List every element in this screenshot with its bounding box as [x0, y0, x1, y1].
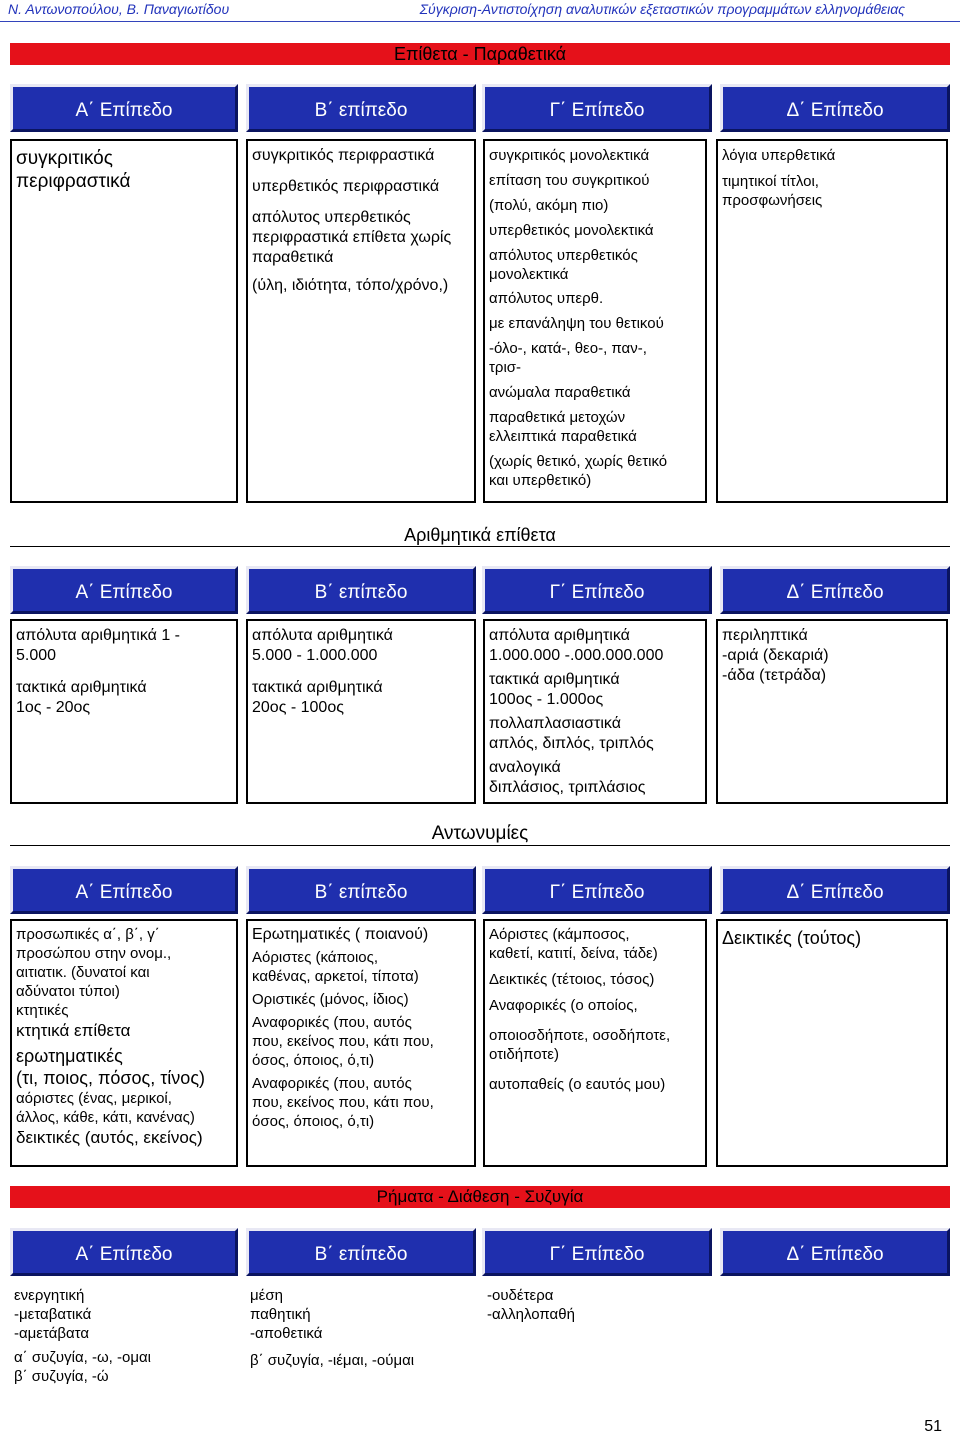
- cell-line: απόλυτα αριθμητικά 1 -: [16, 627, 181, 644]
- cell-line: τρισ-: [489, 359, 522, 376]
- cell-line: Αόριστες (κάποιος,: [252, 949, 379, 966]
- cell-line: Δεικτικές (τούτος): [722, 928, 862, 948]
- cell-line: ενεργητική: [14, 1287, 85, 1304]
- cell-line: περιφραστικά: [16, 171, 131, 192]
- cell-line: υπερθετικός περιφραστικά: [252, 178, 440, 195]
- cell-line: που, εκείνος που, κάτι που,: [252, 1094, 434, 1111]
- cell-line: Αόριστες (κάμποσος,: [489, 926, 630, 943]
- section-title-numerals: Αριθμητικά επίθετα: [404, 525, 556, 545]
- cell-line: (ύλη, ιδιότητα, τόπο/χρόνο,): [252, 277, 449, 294]
- cell-verbs-c: [483, 1281, 707, 1397]
- cell-line: απόλυτος υπερθετικός: [489, 247, 638, 264]
- cell-line: ελλειπτικά παραθετικά: [489, 428, 637, 445]
- cell-adjectives-d: [716, 139, 948, 503]
- cell-line: τακτικά αριθμητικά: [16, 679, 147, 696]
- level-header-a: Α΄ Επίπεδο: [10, 1228, 238, 1276]
- cell-line: -αμετάβατα: [14, 1325, 90, 1342]
- cell-verbs-d: [716, 1281, 948, 1397]
- cell-line: προσωπικές α΄, β΄, γ΄: [16, 926, 160, 943]
- cell-line: παθητική: [250, 1306, 311, 1323]
- running-header: [0, 0, 960, 22]
- cell-line: -άδα (τετράδα): [722, 667, 827, 684]
- cell-line: Οριστικές (μόνος, ίδιος): [252, 991, 409, 1008]
- level-header-b: Β΄ επίπεδο: [246, 84, 476, 132]
- cell-line: μέση: [250, 1287, 283, 1304]
- level-header-d: Δ΄ Επίπεδο: [720, 1228, 950, 1276]
- cell-line: καθένας, αρκετοί, τίποτα): [252, 968, 419, 985]
- cell-line: δεικτικές (αυτός, εκείνος): [16, 1128, 203, 1147]
- cell-verbs-a: [10, 1281, 238, 1397]
- cell-line: (χωρίς θετικό, χωρίς θετικό: [489, 453, 668, 470]
- cell-line: Αναφορικές (ο οποίος,: [489, 997, 638, 1014]
- cell-line: -όλο-, κατά-, θεο-, παν-,: [489, 340, 647, 357]
- cell-line: οτιδήποτε): [489, 1046, 559, 1063]
- cell-line: ερωτηματικές: [16, 1046, 123, 1066]
- header-rule: [0, 21, 960, 22]
- cell-verbs-b: [246, 1281, 476, 1397]
- cell-line: πολλαπλασιαστικά: [489, 715, 621, 732]
- cell-line: ανώμαλα παραθετικά: [489, 384, 631, 401]
- level-header-b: Β΄ επίπεδο: [246, 566, 476, 614]
- cell-line: απλός, διπλός, τριπλός: [489, 735, 654, 752]
- running-header-title: Σύγκριση-Αντιστοίχηση αναλυτικών εξεταστικών προγραμμάτων ελληνομάθειας: [419, 1, 905, 17]
- cell-line: -αλληλοπαθή: [487, 1306, 575, 1323]
- cell-line: 20ος - 100ος: [252, 699, 344, 716]
- cell-line: αιτιατικ. (δυνατοί και: [16, 964, 150, 981]
- level-header-b: Β΄ επίπεδο: [246, 866, 476, 914]
- cell-line: -αποθετικά: [250, 1325, 323, 1342]
- level-header-a: Α΄ Επίπεδο: [10, 84, 238, 132]
- cell-pronouns-a: [10, 919, 238, 1167]
- cell-line: Αναφορικές (που, αυτός: [252, 1014, 412, 1031]
- cell-line: λόγια υπερθετικά: [722, 147, 836, 164]
- running-header-authors: Ν. Αντωνοπούλου, Β. Παναγιωτίδου: [8, 1, 230, 17]
- cell-pronouns-b: [246, 919, 476, 1167]
- cell-numerals-c: [483, 619, 707, 804]
- cell-line: παραθετικά μετοχών: [489, 409, 626, 426]
- cell-line: επίταση του συγκριτικού: [489, 172, 650, 189]
- cell-line: τακτικά αριθμητικά: [489, 671, 620, 688]
- cell-line: α΄ συζυγία, -ω, -ομαι: [14, 1349, 151, 1366]
- cell-pronouns-d: [716, 919, 948, 1167]
- cell-line: (πολύ, ακόμη πιο): [489, 197, 609, 214]
- cell-line: 100ος - 1.000ος: [489, 691, 604, 708]
- level-row-numerals: [10, 566, 950, 614]
- cell-line: άλλος, κάθε, κάτι, κανένας): [16, 1109, 195, 1126]
- cell-line: -αριά (δεκαριά): [722, 647, 829, 664]
- section-rule: [10, 546, 950, 547]
- cell-line: απόλυτος υπερθετικός: [252, 209, 411, 226]
- cell-line: (τι, ποιος, πόσος, τίνος): [16, 1068, 205, 1088]
- section-title-verbs: Ρήματα - Διάθεση - Συζυγία: [10, 1186, 950, 1208]
- cell-numerals-b: [246, 619, 476, 804]
- cell-line: συγκριτικός μονολεκτικά: [489, 147, 650, 164]
- cell-line: 1ος - 20ος: [16, 699, 91, 716]
- cell-line: και υπερθετικό): [489, 472, 592, 489]
- cell-line: -μεταβατικά: [14, 1306, 92, 1323]
- level-header-a: Α΄ Επίπεδο: [10, 566, 238, 614]
- cell-line: παραθετικά: [252, 249, 334, 266]
- level-header-c: Γ΄ Επίπεδο: [482, 866, 712, 914]
- cell-line: κτητικά επίθετα: [16, 1021, 131, 1040]
- cell-line: προσφωνήσεις: [722, 192, 823, 209]
- level-row-pronouns: [10, 866, 950, 914]
- cell-line: 5.000 - 1.000.000: [252, 647, 378, 664]
- cell-line: Ερωτηματικές ( ποιανού): [252, 926, 429, 943]
- level-header-d: Δ΄ Επίπεδο: [720, 566, 950, 614]
- cell-line: συγκριτικός: [16, 148, 113, 169]
- cell-line: τιμητικοί τίτλοι,: [722, 173, 819, 190]
- cell-line: τακτικά αριθμητικά: [252, 679, 383, 696]
- cell-line: 1.000.000 -.000.000.000: [489, 647, 664, 664]
- level-header-c: Γ΄ Επίπεδο: [482, 566, 712, 614]
- cell-line: απόλυτα αριθμητικά: [489, 627, 630, 644]
- cell-line: αυτοπαθείς (ο εαυτός μου): [489, 1076, 666, 1093]
- level-row-adjectives: [10, 84, 950, 132]
- cell-numerals-d: [716, 619, 948, 804]
- cell-numerals-a: [10, 619, 238, 804]
- cell-line: β΄ συζυγία, -ώ: [14, 1368, 109, 1385]
- level-header-d: Δ΄ Επίπεδο: [720, 84, 950, 132]
- cell-line: β΄ συζυγία, -ιέμαι, -ούμαι: [250, 1352, 415, 1369]
- cell-line: διπλάσιος, τριπλάσιος: [489, 779, 646, 796]
- cell-line: απόλυτος υπερθ.: [489, 290, 604, 307]
- level-header-c: Γ΄ Επίπεδο: [482, 84, 712, 132]
- cell-line: οποιοσδήποτε, οσοδήποτε,: [489, 1027, 671, 1044]
- level-header-c: Γ΄ Επίπεδο: [482, 1228, 712, 1276]
- cell-line: απόλυτα αριθμητικά: [252, 627, 393, 644]
- cell-line: κτητικές: [16, 1002, 69, 1019]
- cell-line: υπερθετικός μονολεκτικά: [489, 222, 654, 239]
- cell-line: περιληπτικά: [722, 627, 808, 644]
- cell-adjectives-b: [246, 139, 476, 503]
- section-title-adjectives: Επίθετα - Παραθετικά: [10, 43, 950, 65]
- cell-line: Αναφορικές (που, αυτός: [252, 1075, 412, 1092]
- cell-line: καθετί, κατιτί, δείνα, τάδε): [489, 945, 658, 962]
- page-number: 51: [924, 1418, 942, 1435]
- cell-adjectives-a: [10, 139, 238, 503]
- level-header-d: Δ΄ Επίπεδο: [720, 866, 950, 914]
- cell-line: αδύνατοι τύποι): [16, 983, 120, 1000]
- cell-pronouns-c: [483, 919, 707, 1167]
- cell-line: αναλογικά: [489, 759, 561, 776]
- cell-line: 5.000: [16, 647, 57, 664]
- cell-line: μονολεκτικά: [489, 266, 569, 283]
- level-header-b: Β΄ επίπεδο: [246, 1228, 476, 1276]
- level-row-verbs: [10, 1228, 950, 1276]
- cell-line: περιφραστικά επίθετα χωρίς: [252, 229, 452, 246]
- cell-line: -ουδέτερα: [487, 1287, 554, 1304]
- section-title-pronouns: Αντωνυμίες: [431, 823, 529, 844]
- cell-line: προσώπου στην ονομ.,: [16, 945, 172, 962]
- cell-line: όσος, όποιος, ό,τι): [252, 1052, 375, 1069]
- cell-line: αόριστες (ένας, μερικοί,: [16, 1090, 172, 1107]
- cell-line: που, εκείνος που, κάτι που,: [252, 1033, 434, 1050]
- level-header-a: Α΄ Επίπεδο: [10, 866, 238, 914]
- cell-line: Δεικτικές (τέτοιος, τόσος): [489, 971, 655, 988]
- cell-adjectives-c: [483, 139, 707, 503]
- cell-line: με επανάληψη του θετικού: [489, 315, 664, 332]
- cell-line: συγκριτικός περιφραστικά: [252, 147, 435, 164]
- section-rule: [10, 845, 950, 846]
- cell-line: όσος, όποιος, ό,τι): [252, 1113, 375, 1130]
